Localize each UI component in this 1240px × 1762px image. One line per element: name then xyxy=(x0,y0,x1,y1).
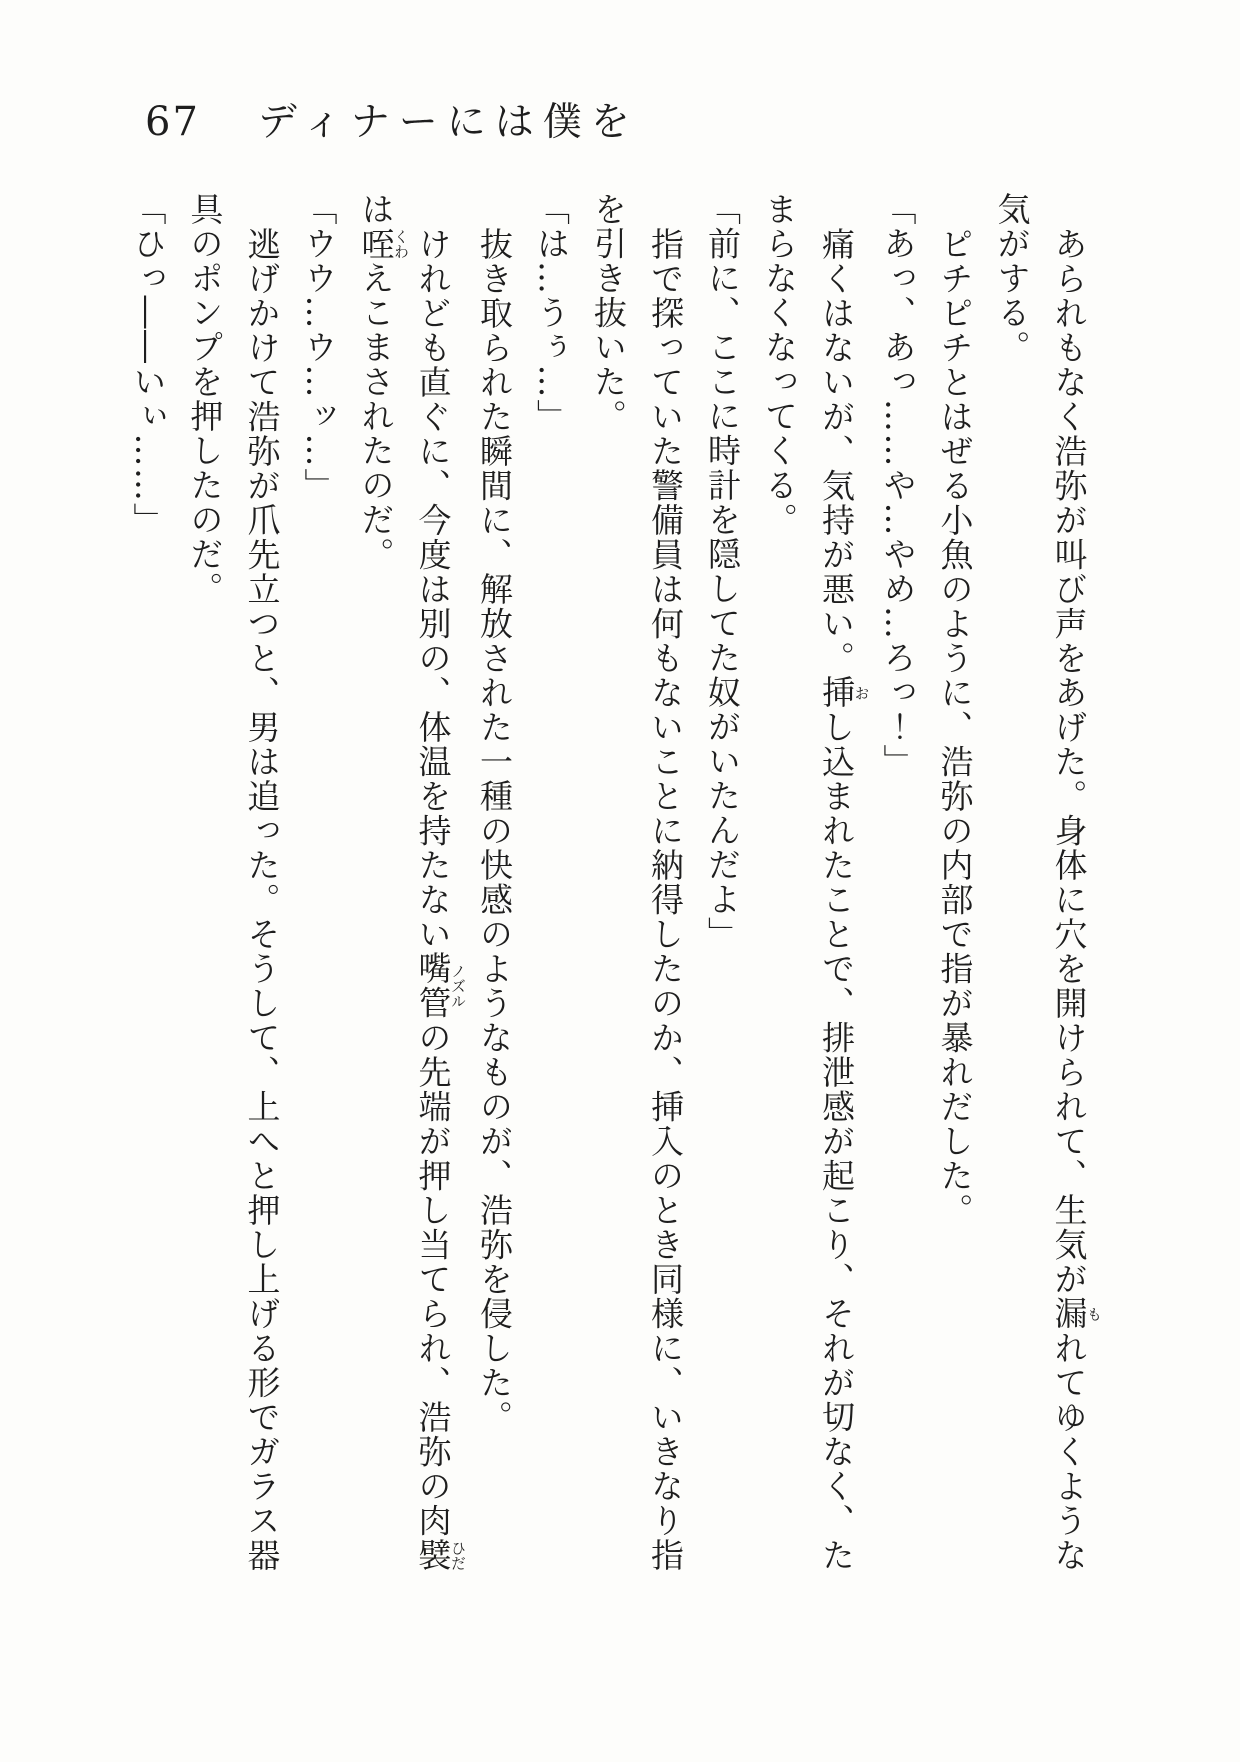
furigana-text: くわ xyxy=(392,226,410,261)
furigana-text: ノズル xyxy=(449,951,467,1020)
narration-line: ピチピチとはぜる小魚のように、浩弥の内部で指が暴れだした。 xyxy=(935,226,975,1227)
dialogue-line: 「ひっ――いぃ……」 xyxy=(128,192,168,537)
page-header xyxy=(145,100,639,145)
dialogue-line: 「あっ、あっ……や…やめ…ろっ！」 xyxy=(878,192,918,779)
furigana-ruby: 咥くわ xyxy=(356,226,410,261)
narration-line: 痛くはないが、気持が悪い。挿おし込まれたことで、排泄感が起こり、それが切なく、たまらなくなってくる。 xyxy=(760,192,871,1572)
running-title: ディナーには僕を xyxy=(257,100,639,145)
furigana-text: お xyxy=(852,675,871,710)
furigana-ruby: 漏も xyxy=(1049,1296,1103,1331)
narration-line: けれども直ぐに、今度は別の、体温を持たない嘴管ノズルの先端が押し当てられ、浩弥の肉襞ひだは咥くわえこまされたのだ。 xyxy=(356,192,467,1572)
furigana-ruby: 嘴管ノズル xyxy=(413,951,467,1020)
page-number: 67 xyxy=(145,99,200,145)
narration-line: あられもなく浩弥が叫び声をあげた。身体に穴を開けられて、生気が漏もれてゆくような気がする。 xyxy=(992,192,1103,1572)
narration-line: 抜き取られた瞬間に、解放された一種の快感のようなものが、浩弥を侵した。 xyxy=(475,226,514,1434)
novel-body-text xyxy=(128,192,1103,1584)
furigana-text: も xyxy=(1085,1296,1103,1331)
furigana-text: ひだ xyxy=(449,1537,467,1572)
dialogue-line: 「ウウ…ウ…ッ…」 xyxy=(299,192,339,503)
narration-line: 指で探っていた警備員は何もないことに納得したのか、挿入のとき同様に、いきなり指を引き抜いた。 xyxy=(589,192,685,1572)
narration-line: 逃げかけて浩弥が爪先立つと、男は追った。そうして、上へと押し上げる形でガラス器具のポンプを押したのだ。 xyxy=(185,192,282,1572)
dialogue-line: 「は…うぅ…」 xyxy=(532,192,571,434)
furigana-ruby: 襞ひだ xyxy=(413,1537,467,1572)
dialogue-line: 「前に、ここに時計を隠してた奴がいたんだよ」 xyxy=(703,192,742,951)
furigana-ruby: 挿お xyxy=(817,675,871,710)
